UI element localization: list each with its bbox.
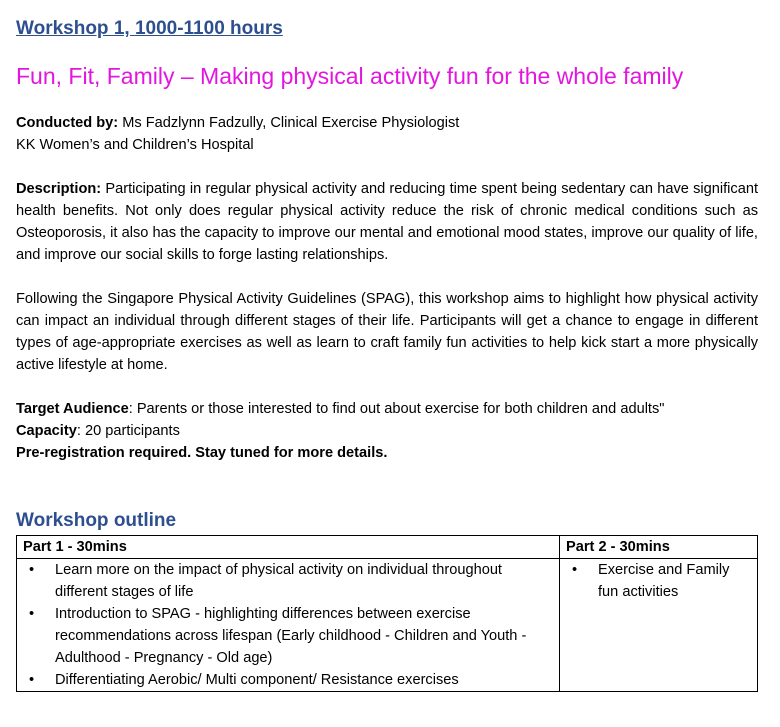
list-item: [572, 559, 751, 603]
description-label: Description:: [16, 181, 102, 198]
outline-content-row: [17, 559, 758, 692]
capacity: [16, 420, 758, 442]
bullet-icon: •: [572, 562, 578, 579]
list-item-text: Differentiating Aerobic/ Multi component/ Resistance exercises: [55, 672, 459, 689]
part2-cell: [560, 559, 758, 692]
list-item: [29, 603, 553, 669]
pre-registration-note: [16, 442, 758, 464]
capacity-label: Capacity: [16, 423, 77, 440]
list-item-text: Exercise and Family fun activities: [598, 562, 730, 601]
part1-cell: [17, 559, 560, 692]
capacity-value: : 20 participants: [76, 423, 180, 440]
target-audience: [16, 398, 758, 420]
list-item-text: Learn more on the impact of physical activity on individual throughout different stages of life: [55, 562, 502, 601]
conducted-by: [16, 112, 758, 134]
part1-list: [23, 559, 553, 691]
workshop-heading: Workshop 1, 1000-1100 hours: [16, 18, 283, 39]
target-audience-label: Target Audience: [16, 401, 129, 418]
description-text: Participating in regular physical activity and reducing time spent being sedentary can have significant health benefits. Not only does regular physical activity reduce the risk of chronic medical conditions such as Osteoporosis, it also has the capacity to improve our mental and emotional mood states, improve our quality of life, and improve our social skills to forge lasting relationships.: [16, 181, 758, 264]
description: [16, 178, 758, 266]
list-item-text: Introduction to SPAG - highlighting differences between exercise recommendations across lifespan (Early childhood - Children and Youth - Adulthood - Pregnancy - Old age): [55, 606, 527, 667]
bullet-icon: •: [29, 672, 35, 689]
part2-header: Part 2 - 30mins: [560, 536, 758, 559]
list-item: [29, 559, 553, 603]
workshop-title: Fun, Fit, Family – Making physical activity fun for the whole family: [16, 62, 684, 89]
part1-header: Part 1 - 30mins: [17, 536, 560, 559]
conducted-by-organisation: KK Women’s and Children’s Hospital: [16, 137, 254, 154]
part2-list: [566, 559, 751, 603]
bullet-icon: •: [29, 562, 35, 579]
spag-paragraph: Following the Singapore Physical Activity Guidelines (SPAG), this workshop aims to highlight how physical activity can impact an individual through different stages of their life. Participants will get a chance to engage in different types of age-appropriate exercises as well as learn to craft family fun activities to help kick start a more physically active lifestyle at home.: [16, 291, 758, 374]
outline-table: [16, 535, 758, 692]
conducted-by-label: Conducted by:: [16, 115, 119, 132]
outline-header-row: [17, 536, 758, 559]
list-item: [29, 669, 553, 691]
target-audience-value: : Parents or those interested to find out about exercise for both children and adults": [128, 401, 665, 418]
bullet-icon: •: [29, 606, 35, 623]
conducted-by-value: Ms Fadzlynn Fadzully, Clinical Exercise Physiologist: [118, 115, 460, 132]
document-page: [16, 18, 758, 692]
outline-heading: Workshop outline: [16, 510, 177, 532]
pre-registration-text: Pre-registration required. Stay tuned for more details.: [16, 445, 388, 462]
